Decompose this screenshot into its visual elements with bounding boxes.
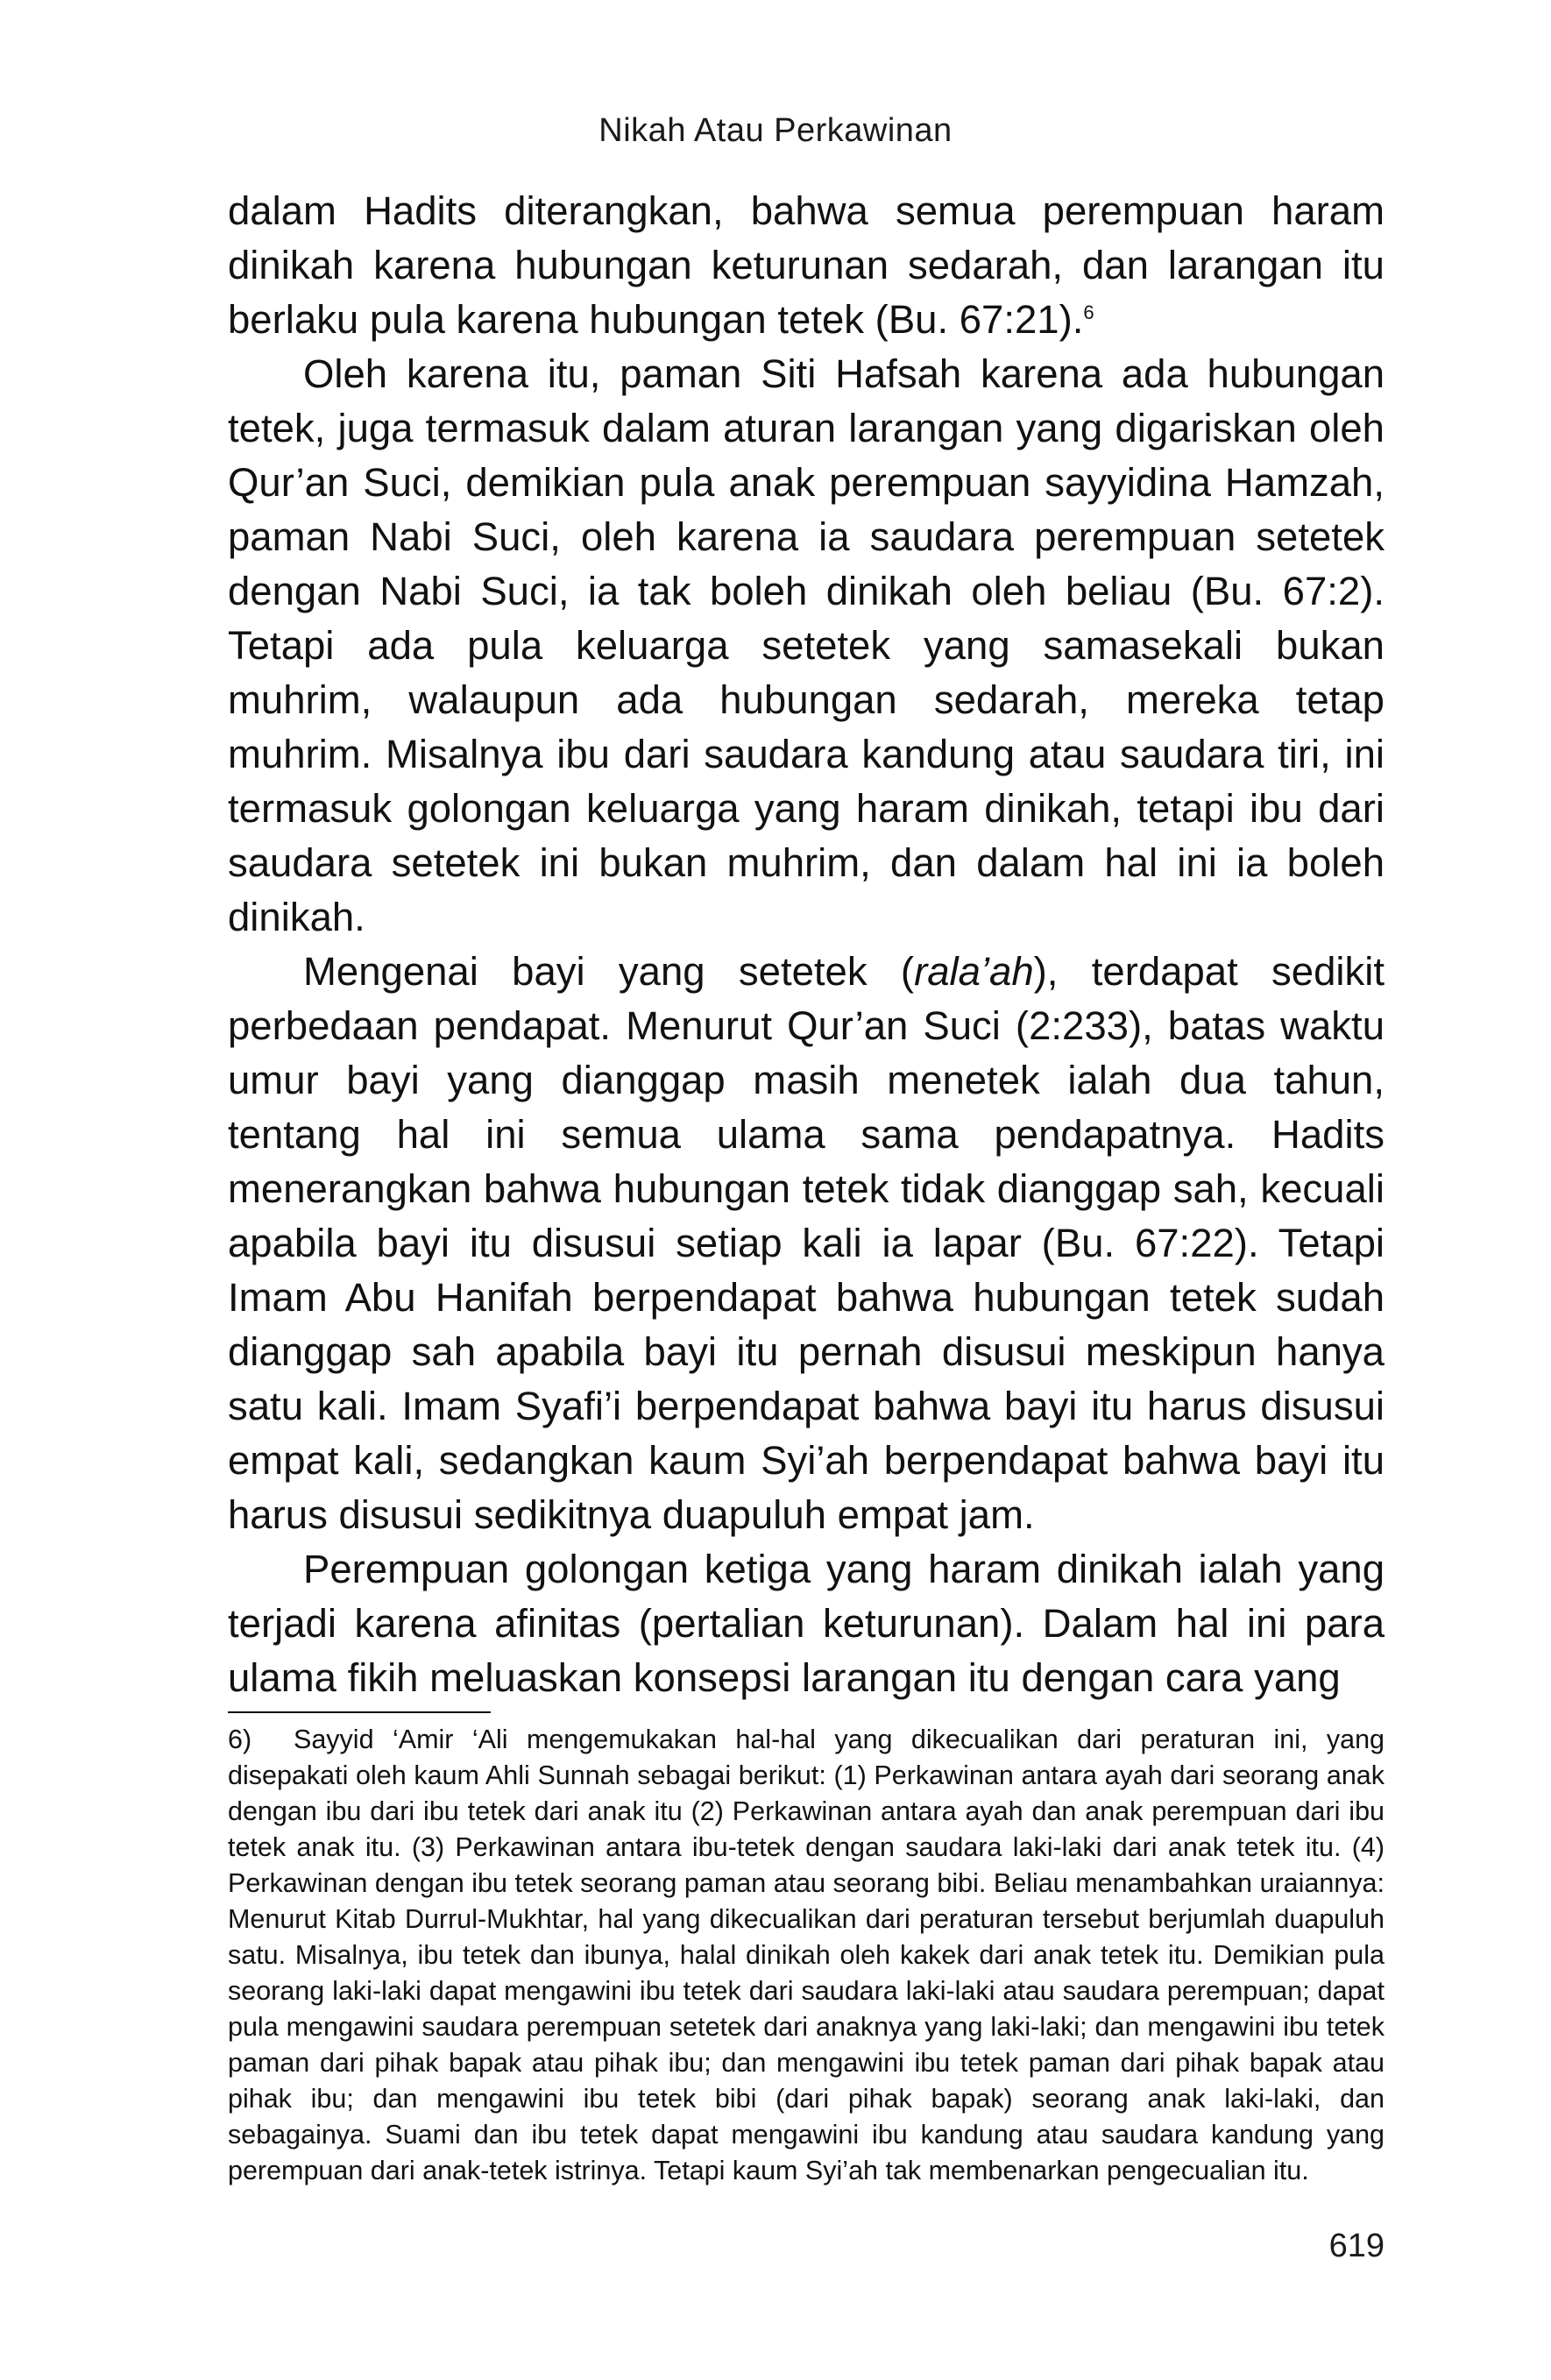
paragraph-3-text-after: ), terdapat sedikit perbedaan pendapat. Menurut Qur’an Suci (2:233), batas waktu umur bayi yang dianggap masih menetek ialah dua tahun, tentang hal ini semua ulama sama pendapatnya. Hadits menerangkan bahwa hubungan tetek tidak dianggap sah, kecuali apabila bayi itu disusui setiap kali ia lapar (Bu. 67:22). Tetapi Imam Abu Hanifah berpendapat bahwa hubungan tetek sudah dianggap sah apabila bayi itu pernah disusui meskipun hanya satu kali. Imam Syafi’i berpendapat bahwa bayi itu harus disusui empat kali, sedangkan kaum Syi’ah berpendapat bahwa bayi itu harus disusui sedikitnya duapuluh empat jam.	[228, 949, 1385, 1537]
main-text	[228, 184, 1385, 1705]
paragraph-1	[228, 184, 1385, 347]
paragraph-4: Perempuan golongan ketiga yang haram dinikah ialah yang terjadi karena afinitas (pertalian keturunan). Dalam hal ini para ulama fikih meluaskan konsepsi larangan itu dengan cara yang	[228, 1547, 1385, 1700]
running-header: Nikah Atau Perkawinan	[598, 112, 953, 149]
paragraph-1-text: dalam Hadits diterangkan, bahwa semua perempuan haram dinikah karena hubungan keturunan sedarah, dan larangan itu berlaku pula karena hubungan tetek (Bu. 67:21).	[228, 188, 1385, 342]
footnote-6	[228, 1722, 1385, 2189]
paragraph-3	[228, 945, 1385, 1542]
italic-term-ralaah: rala’ah	[914, 949, 1034, 994]
footnote-text: Sayyid ‘Amir ‘Ali mengemukakan hal-hal yang dikecualikan dari peraturan ini, yang disepakati oleh kaum Ahli Sunnah sebagai berikut: (1) Perkawinan antara ayah dari seorang anak dengan ibu dari ibu tetek dari anak itu (2) Perkawinan antara ayah dan anak perempuan dari ibu tetek anak itu. (3) Perkawinan antara ibu-tetek dengan saudara laki-laki dari anak tetek itu. (4) Perkawinan dengan ibu tetek seorang paman atau seorang bibi. Beliau menambahkan uraiannya: Menurut Kitab Durrul-Mukhtar, hal yang dikecualikan dari peraturan tersebut berjumlah duapuluh satu. Misalnya, ibu tetek dan ibunya, halal dinikah oleh kakek dari anak tetek itu. Demikian pula seorang laki-laki dapat mengawini ibu tetek dari saudara laki-laki atau saudara perempuan; dapat pula mengawini saudara perempuan setetek dari anaknya yang laki-laki; dan mengawini ibu tetek paman dari pihak bapak atau pihak ibu; dan mengawini ibu tetek paman dari pihak bapak atau pihak ibu; dan mengawini ibu tetek bibi (dari pihak bapak) seorang anak laki-laki, dan sebagainya. Suami dan ibu tetek dapat mengawini ibu kandung atau saudara kandung yang perempuan dari anak-tetek istrinya. Tetapi kaum Syi’ah tak membenarkan pengecualian itu.	[228, 1725, 1385, 2185]
footnote-divider	[228, 1711, 491, 1713]
page-number: 619	[1328, 2228, 1385, 2264]
footnote-ref-6[interactable]: 6	[1083, 301, 1094, 323]
paragraph-2: Oleh karena itu, paman Siti Hafsah karena ada hubungan tetek, juga termasuk dalam aturan larangan yang digariskan oleh Qur’an Suci, demikian pula anak perempuan sayyidina Hamzah, paman Nabi Suci, oleh karena ia saudara perempuan setetek dengan Nabi Suci, ia tak boleh dinikah oleh beliau (Bu. 67:2). Tetapi ada pula keluarga setetek yang samasekali bukan muhrim, walaupun ada hubungan sedarah, mereka tetap muhrim. Misalnya ibu dari saudara kandung atau saudara tiri, ini termasuk golongan keluarga yang haram dinikah, tetapi ibu dari saudara setetek ini bukan muhrim, dan dalam hal ini ia boleh dinikah.	[228, 351, 1385, 939]
paragraph-3-text-before: Mengenai bayi yang setetek (	[303, 949, 915, 994]
footnote-number: 6)	[228, 1725, 252, 1754]
